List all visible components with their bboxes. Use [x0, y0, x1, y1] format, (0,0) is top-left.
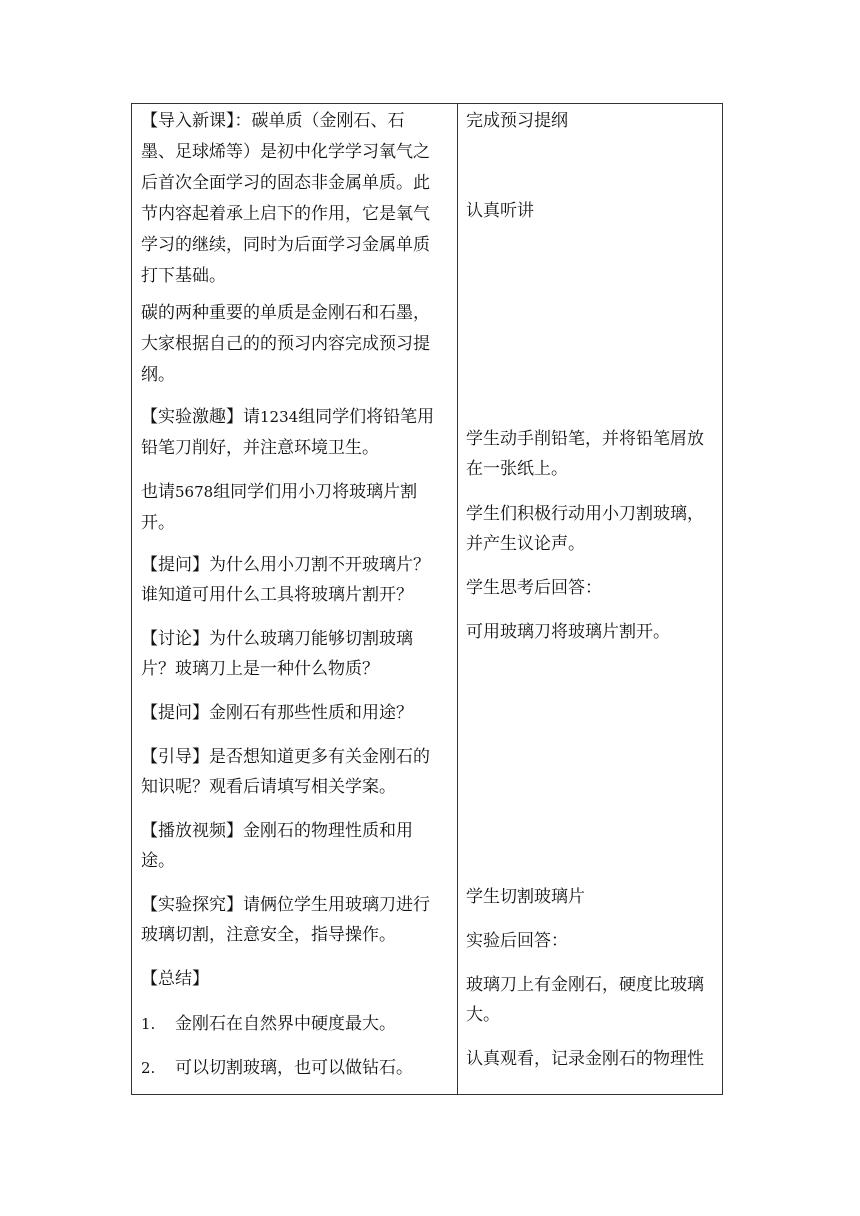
- student-activity-1: 完成预习提纲: [466, 111, 568, 131]
- student-activity-9-line-1: 玻璃刀上有金刚石，硬度比玻璃: [466, 975, 704, 995]
- student-activity-10: 认真观看，记录金刚石的物理性: [466, 1049, 704, 1069]
- experiment-1-text-a: 【实验激趣】请: [141, 407, 260, 427]
- intro-line-6: 打下基础。: [141, 266, 226, 286]
- student-activity-9-line-2: 大。: [466, 1005, 500, 1025]
- video-line-2: 途。: [141, 851, 175, 871]
- experiment-2-groups: 5678: [175, 483, 214, 501]
- question-1-line-1: 【提问】为什么用小刀割不开玻璃片？: [141, 555, 430, 575]
- summary-item-number: 1.: [141, 1015, 156, 1033]
- student-activity-8: 实验后回答：: [466, 931, 568, 951]
- student-activity-7: 学生切割玻璃片: [466, 887, 585, 907]
- column-divider: [457, 104, 458, 1094]
- two-forms-line-2: 大家根据自己的的预习内容完成预习提: [141, 334, 430, 354]
- experiment-1-groups: 1234: [260, 408, 299, 426]
- summary-item-number: 2.: [141, 1059, 156, 1077]
- summary-item-2: [141, 1053, 413, 1083]
- student-activity-3-line-2: 在一张纸上。: [466, 459, 568, 479]
- student-activity-5: 学生思考后回答：: [466, 578, 602, 598]
- video-line-1: 【播放视频】金刚石的物理性质和用: [141, 821, 413, 841]
- two-forms-line-1: 碳的两种重要的单质是金刚石和石墨，: [141, 303, 430, 323]
- experiment-2-text-a: 也请: [141, 482, 175, 502]
- summary-item-text: 金刚石在自然界中硬度最大。: [175, 1014, 396, 1034]
- experiment-2-line-2: 开。: [141, 513, 175, 533]
- two-forms-line-3: 纲。: [141, 365, 175, 385]
- experiment-1-text-b: 组同学们将铅笔用: [298, 407, 435, 427]
- discussion-line-1: 【讨论】为什么玻璃刀能够切割玻璃: [141, 629, 413, 649]
- explore-line-2: 玻璃切割，注意安全，指导操作。: [141, 925, 396, 945]
- experiment-1-line-1: [141, 402, 434, 432]
- intro-line-1: 【导入新课】：碳单质（金刚石、石: [141, 111, 405, 131]
- explore-line-1: 【实验探究】请俩位学生用玻璃刀进行: [141, 895, 430, 915]
- question-2: 【提问】金刚石有那些性质和用途？: [141, 703, 413, 723]
- intro-line-5: 学习的继续，同时为后面学习金属单质: [141, 235, 430, 255]
- summary-item-text: 可以切割玻璃，也可以做钻石。: [175, 1058, 413, 1078]
- experiment-2-line-1: [141, 477, 417, 507]
- question-1-line-2: 谁知道可用什么工具将玻璃片割开？: [141, 585, 413, 605]
- experiment-1-line-2: 铅笔刀削好，并注意环境卫生。: [141, 438, 379, 458]
- student-activity-6: 可用玻璃刀将玻璃片割开。: [466, 622, 670, 642]
- student-activity-3-line-1: 学生动手削铅笔，并将铅笔屑放: [466, 429, 704, 449]
- summary-title: 【总结】: [141, 969, 209, 989]
- guide-line-2: 知识呢？观看后请填写相关学案。: [141, 777, 396, 797]
- student-activity-4-line-1: 学生们积极行动用小刀割玻璃，: [466, 504, 704, 524]
- discussion-line-2: 片？玻璃刀上是一种什么物质？: [141, 659, 379, 679]
- student-activity-2: 认真听讲: [466, 201, 534, 221]
- student-activity-4-line-2: 并产生议论声。: [466, 534, 585, 554]
- experiment-2-text-b: 组同学们用小刀将玻璃片割: [213, 482, 418, 502]
- guide-line-1: 【引导】是否想知道更多有关金刚石的: [141, 747, 430, 767]
- intro-line-2: 墨、足球烯等）是初中化学学习氧气之: [141, 142, 430, 162]
- intro-line-3: 后首次全面学习的固态非金属单质。此: [141, 173, 430, 193]
- summary-item-1: [141, 1009, 396, 1039]
- intro-line-4: 节内容起着承上启下的作用，它是氧气: [141, 204, 430, 224]
